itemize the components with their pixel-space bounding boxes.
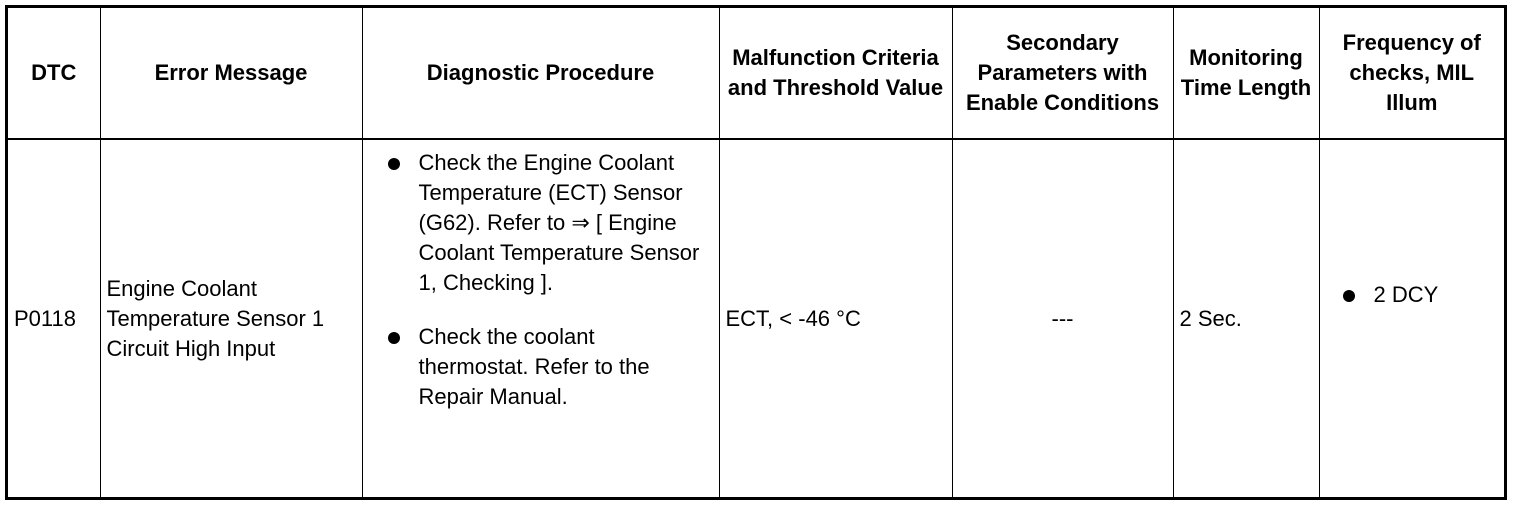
header-dtc: DTC	[8, 8, 100, 139]
procedure-step-text: Check the Engine Coolant Temperature (ECT) Sensor (G62). Refer to ⇒ [ Engine Coolant Temperature Sensor 1, Checking ].	[418, 150, 700, 295]
cell-error-message: Engine Coolant Temperature Sensor 1 Circuit High Input	[100, 139, 362, 497]
dtc-table	[8, 8, 1504, 497]
table-header-row	[8, 8, 1504, 139]
cell-frequency	[1319, 139, 1504, 497]
header-frequency: Frequency of checks, MIL Illum	[1319, 8, 1504, 139]
list-item	[369, 148, 711, 298]
header-error-message: Error Message	[100, 8, 362, 139]
procedure-step-text: Check the coolant thermostat. Refer to the Repair Manual.	[418, 324, 650, 409]
header-diagnostic-procedure: Diagnostic Procedure	[362, 8, 719, 139]
bullet-icon	[1343, 290, 1355, 302]
dtc-table-frame	[5, 5, 1507, 500]
header-secondary-parameters: Secondary Parameters with Enable Conditions	[952, 8, 1173, 139]
cell-malfunction-criteria: ECT, < -46 °C	[719, 139, 952, 497]
cell-dtc: P0118	[8, 139, 100, 497]
list-item	[369, 322, 711, 412]
cell-monitoring-time: 2 Sec.	[1173, 139, 1319, 497]
list-item	[1324, 280, 1499, 310]
header-malfunction-criteria: Malfunction Criteria and Threshold Value	[719, 8, 952, 139]
cell-secondary-parameters: ---	[952, 139, 1173, 497]
cell-diagnostic-procedure	[362, 139, 719, 497]
frequency-text: 2 DCY	[1373, 282, 1439, 307]
table-row	[8, 139, 1504, 497]
procedure-list	[369, 148, 711, 412]
header-monitoring-time: Monitoring Time Length	[1173, 8, 1319, 139]
bullet-icon	[388, 158, 400, 170]
bullet-icon	[388, 332, 400, 344]
